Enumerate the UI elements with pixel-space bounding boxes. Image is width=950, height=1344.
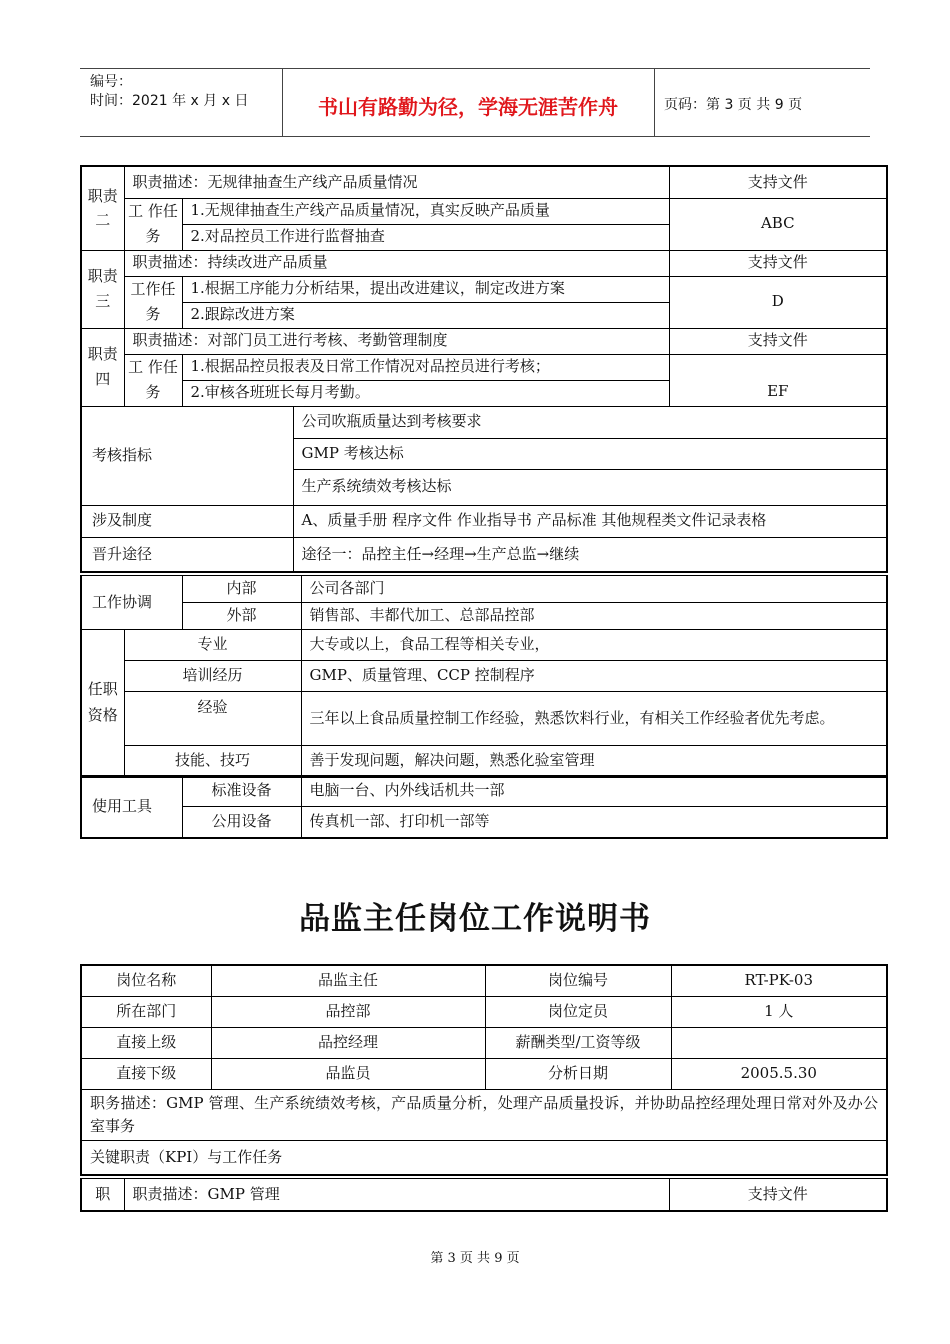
- qualification-item-label: 专业: [124, 630, 301, 661]
- coordination-external-value: 销售部、丰都代加工、总部品控部: [301, 603, 887, 630]
- kpi-heading: 关键职责（KPI）与工作任务: [81, 1141, 887, 1175]
- duty-summary: 职务描述：GMP 管理、生产系统绩效考核，产品质量分析，处理产品质量投诉，并协助品控经理处理日常对外及办公室事务: [81, 1089, 887, 1141]
- info-label: 分析日期: [485, 1058, 671, 1089]
- doc-number-label: 编号：: [90, 74, 132, 90]
- task-row: [81, 276, 887, 302]
- info-row: [81, 1058, 887, 1089]
- kpi-item: GMP 考核达标: [293, 438, 887, 469]
- tools-standard-value: 电脑一台、内外线话机共一部: [301, 776, 887, 807]
- info-value: [671, 1027, 887, 1058]
- task-item: 1.根据品控员报表及日常工作情况对品控员进行考核；: [182, 354, 669, 380]
- duty-desc: 职责描述：无规律抽查生产线产品质量情况: [124, 166, 669, 198]
- info-label: 岗位名称: [81, 965, 211, 996]
- coordination-internal-value: 公司各部门: [301, 576, 887, 603]
- qualification-item-value: 大专或以上，食品工程等相关专业，: [301, 630, 887, 661]
- duty-desc: 职责描述：持续改进产品质量: [124, 250, 669, 276]
- task-item: 2.审核各班班长每月考勤。: [182, 380, 669, 406]
- coordination-external-label: 外部: [182, 603, 301, 630]
- info-value: 品控经理: [211, 1027, 485, 1058]
- first-duty-table: [80, 1178, 888, 1212]
- task-label: 工 作任务: [124, 354, 182, 406]
- info-value: 品监员: [211, 1058, 485, 1089]
- info-value: 品控部: [211, 996, 485, 1027]
- tools-standard-label: 标准设备: [182, 776, 301, 807]
- page-footer: 第 3 页 共 9 页: [430, 1251, 520, 1266]
- tools-row: [81, 807, 887, 838]
- promotion-value: 途径一：品控主任→经理→生产总监→继续: [293, 537, 887, 572]
- tools-public-label: 公用设备: [182, 807, 301, 838]
- support-file-heading: 支持文件: [669, 166, 887, 198]
- qualification-item-label: 经验: [124, 692, 301, 746]
- qualification-row: [81, 630, 887, 661]
- duty-desc: 职责描述：GMP 管理: [124, 1179, 669, 1211]
- coordination-label: 工作协调: [81, 576, 182, 630]
- coordination-row: [81, 603, 887, 630]
- info-row: [81, 965, 887, 996]
- duty-row: [81, 1179, 887, 1211]
- task-row: [81, 198, 887, 224]
- duty-label: 职: [81, 1179, 124, 1211]
- qualification-item-value: 三年以上食品质量控制工作经验，熟悉饮料行业，有相关工作经验者优先考虑。: [301, 692, 887, 746]
- system-value: A、质量手册 程序文件 作业指导书 产品标准 其他规程类文件记录表格: [293, 505, 887, 537]
- info-label: 直接下级: [81, 1058, 211, 1089]
- coordination-internal-label: 内部: [182, 576, 301, 603]
- kpi-item: 生产系统绩效考核达标: [293, 469, 887, 505]
- coordination-row: [81, 576, 887, 603]
- header-bottom-rule: [80, 136, 870, 137]
- task-item: 2.对品控员工作进行监督抽查: [182, 224, 669, 250]
- kpi-row: [81, 406, 887, 438]
- info-label: 岗位编号: [485, 965, 671, 996]
- page-indicator: 页码：第 3 页 共 9 页: [664, 97, 803, 113]
- qualification-row: [81, 746, 887, 777]
- kpi-heading-row: [81, 1141, 887, 1175]
- task-item: 2.跟踪改进方案: [182, 302, 669, 328]
- info-value: 品监主任: [211, 965, 485, 996]
- qualification-row: [81, 692, 887, 746]
- tools-public-value: 传真机一部、打印机一部等: [301, 807, 887, 838]
- motto: 书山有路勤为径，学海无涯苦作舟: [318, 95, 618, 119]
- duty-label: 职责三: [81, 250, 124, 328]
- system-label: 涉及制度: [81, 505, 293, 537]
- info-label: 直接上级: [81, 1027, 211, 1058]
- duty-desc: 职责描述：对部门员工进行考核、考勤管理制度: [124, 328, 669, 354]
- tools-label: 使用工具: [81, 776, 182, 838]
- support-file-heading: 支持文件: [669, 250, 887, 276]
- duty-row: [81, 166, 887, 198]
- system-row: [81, 505, 887, 537]
- duty-row: [81, 328, 887, 354]
- qualification-item-value: 善于发现问题，解决问题，熟悉化验室管理: [301, 746, 887, 777]
- qualification-item-label: 培训经历: [124, 661, 301, 692]
- info-label: 岗位定员: [485, 996, 671, 1027]
- position-info-table: [80, 964, 888, 1176]
- task-item: 1.无规律抽查生产线产品质量情况，真实反映产品质量: [182, 198, 669, 224]
- info-label: 薪酬类型/工资等级: [485, 1027, 671, 1058]
- support-file-code: ABC: [669, 198, 887, 250]
- info-value: RT-PK-03: [671, 965, 887, 996]
- info-row: [81, 996, 887, 1027]
- header-divider: [654, 68, 655, 136]
- duty-label: 职责二: [81, 166, 124, 250]
- info-value: 1 人: [671, 996, 887, 1027]
- header-top-rule: [80, 68, 870, 69]
- qualification-label: 任职资格: [81, 630, 124, 777]
- qualification-table: [80, 575, 888, 778]
- promotion-row: [81, 537, 887, 572]
- task-label: 工作任务: [124, 276, 182, 328]
- kpi-item: 公司吹瓶质量达到考核要求: [293, 406, 887, 438]
- support-file-heading: 支持文件: [669, 1179, 887, 1211]
- tools-row: [81, 776, 887, 807]
- duty-summary-row: [81, 1089, 887, 1141]
- task-row: [81, 354, 887, 380]
- support-file-code: EF: [669, 354, 887, 406]
- duty-label: 职责四: [81, 328, 124, 406]
- info-value: 2005.5.30: [671, 1058, 887, 1089]
- support-file-code: D: [669, 276, 887, 328]
- kpi-label: 考核指标: [81, 406, 293, 505]
- info-row: [81, 1027, 887, 1058]
- document-title: 品监主任岗位工作说明书: [299, 901, 651, 937]
- support-file-heading: 支持文件: [669, 328, 887, 354]
- doc-date: 时间：2021 年 x 月 x 日: [90, 93, 249, 109]
- info-label: 所在部门: [81, 996, 211, 1027]
- qualification-row: [81, 661, 887, 692]
- duty-row: [81, 250, 887, 276]
- qualification-item-value: GMP、质量管理、CCP 控制程序: [301, 661, 887, 692]
- task-label: 工 作任务: [124, 198, 182, 250]
- duty-table: [80, 165, 888, 573]
- task-item: 1.根据工序能力分析结果，提出改进建议，制定改进方案: [182, 276, 669, 302]
- promotion-label: 晋升途径: [81, 537, 293, 572]
- tools-table: [80, 775, 888, 839]
- qualification-item-label: 技能、技巧: [124, 746, 301, 777]
